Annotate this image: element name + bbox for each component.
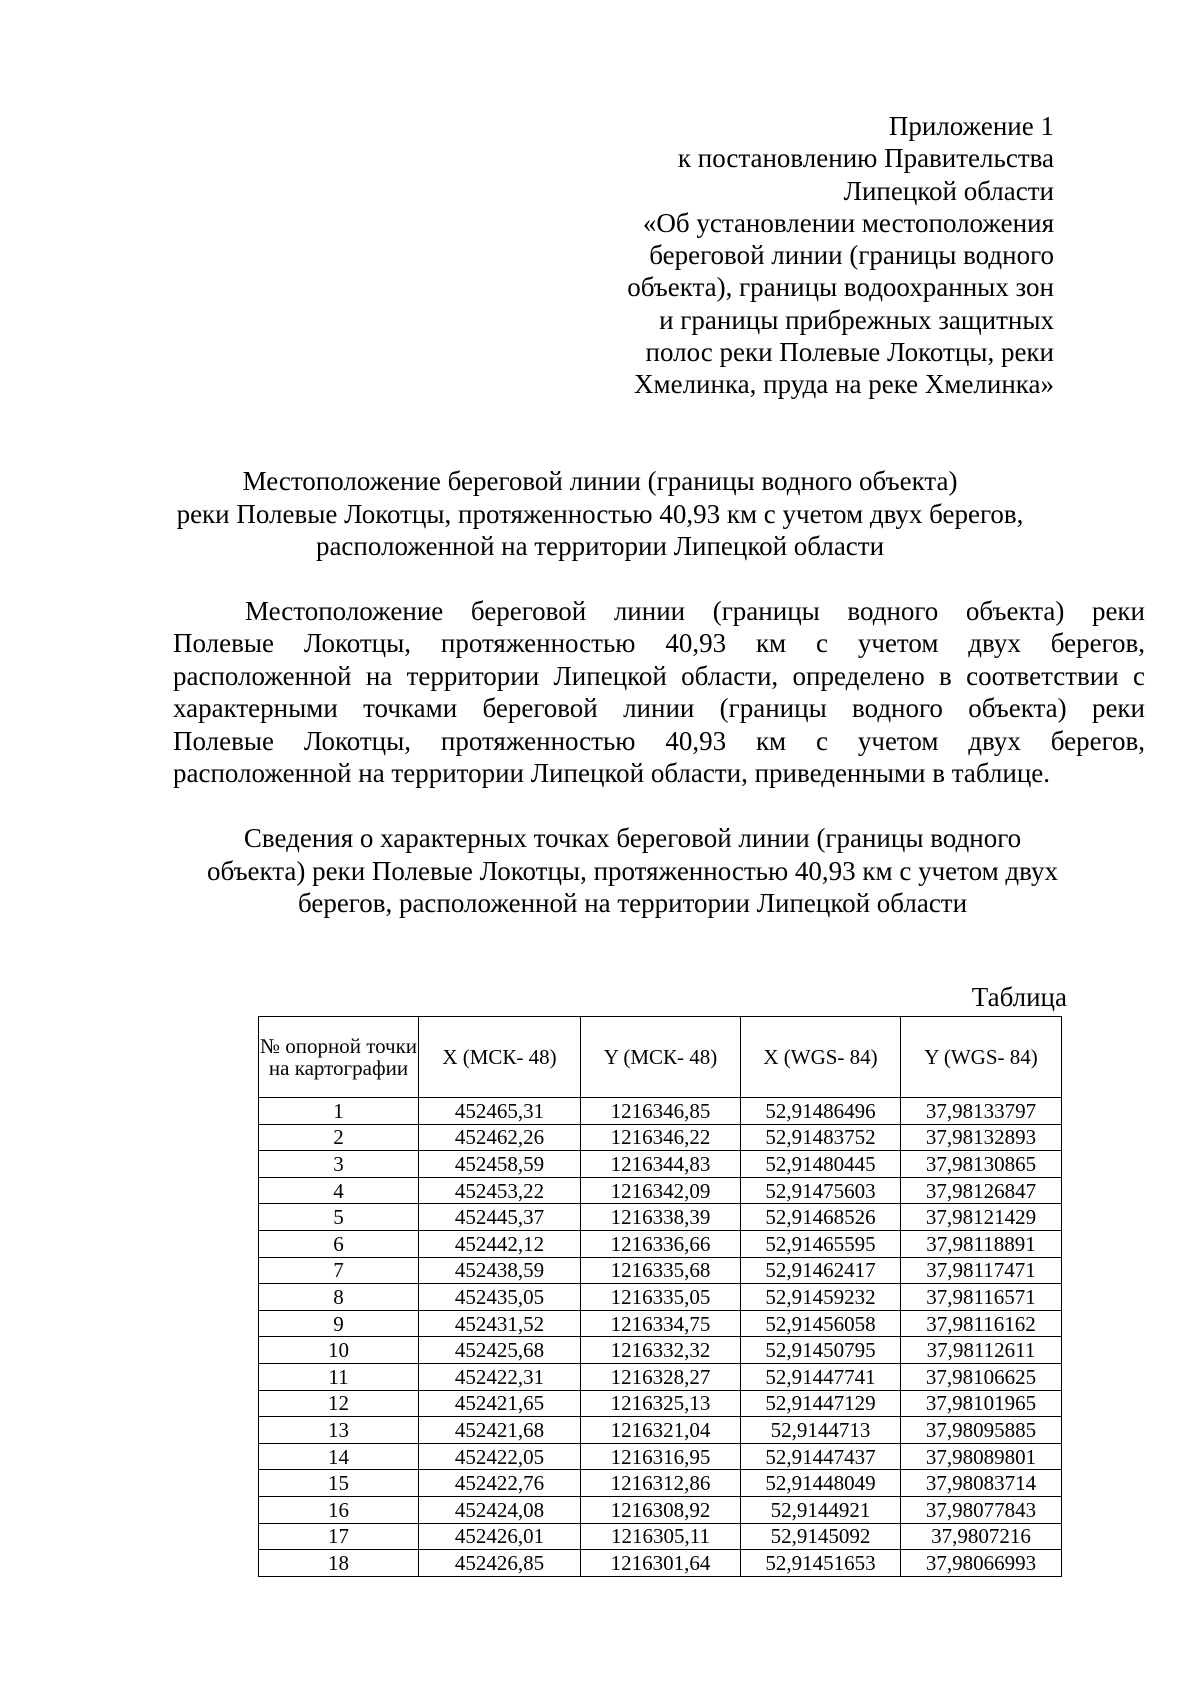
cell-x-msk: 452426,85	[419, 1550, 581, 1577]
cell-x-msk: 452425,68	[419, 1337, 581, 1364]
cell-x-wgs: 52,91462417	[741, 1257, 901, 1284]
document-title	[140, 465, 1060, 563]
cell-y-msk: 1216335,05	[581, 1284, 741, 1311]
table-row	[259, 1443, 1062, 1470]
table-row	[259, 1257, 1062, 1284]
cell-x-wgs: 52,91447129	[741, 1390, 901, 1417]
cell-y-wgs: 37,9807216	[901, 1523, 1062, 1550]
cell-y-msk: 1216342,09	[581, 1177, 741, 1204]
cell-y-wgs: 37,98089801	[901, 1443, 1062, 1470]
title-line: Местоположение береговой линии (границы водного объекта)	[242, 466, 958, 496]
cell-x-msk: 452431,52	[419, 1310, 581, 1337]
cell-y-wgs: 37,98133797	[901, 1098, 1062, 1125]
cell-x-wgs: 52,91475603	[741, 1177, 901, 1204]
body-paragraph	[173, 595, 1145, 789]
table-row	[259, 1230, 1062, 1257]
cell-y-msk: 1216305,11	[581, 1523, 741, 1550]
table-row	[259, 1470, 1062, 1497]
cell-y-wgs: 37,98132893	[901, 1124, 1062, 1151]
cell-y-msk: 1216316,95	[581, 1443, 741, 1470]
paragraph-line: характерными точками береговой линии (границы водного объекта) реки	[173, 693, 1145, 724]
cell-y-wgs: 37,98112611	[901, 1337, 1062, 1364]
table-row	[259, 1310, 1062, 1337]
appendix-line: береговой линии (границы водного	[649, 240, 1054, 271]
table-row	[259, 1151, 1062, 1178]
cell-y-wgs: 37,98116162	[901, 1310, 1062, 1337]
cell-y-wgs: 37,98083714	[901, 1470, 1062, 1497]
appendix-line: «Об установлении местоположения	[642, 207, 1054, 238]
appendix-line: полос реки Полевые Локотцы, реки	[645, 337, 1054, 368]
cell-point-number: 4	[259, 1177, 419, 1204]
cell-x-wgs: 52,91468526	[741, 1204, 901, 1231]
cell-y-msk: 1216332,32	[581, 1337, 741, 1364]
cell-x-msk: 452462,26	[419, 1124, 581, 1151]
cell-x-wgs: 52,91483752	[741, 1124, 901, 1151]
cell-x-msk: 452453,22	[419, 1177, 581, 1204]
cell-y-wgs: 37,98117471	[901, 1257, 1062, 1284]
cell-y-wgs: 37,98130865	[901, 1151, 1062, 1178]
cell-x-wgs: 52,91480445	[741, 1151, 901, 1178]
cell-y-wgs: 37,98116571	[901, 1284, 1062, 1311]
cell-x-wgs: 52,91465595	[741, 1230, 901, 1257]
cell-point-number: 5	[259, 1204, 419, 1231]
cell-x-msk: 452424,08	[419, 1496, 581, 1523]
cell-x-msk: 452458,59	[419, 1151, 581, 1178]
appendix-line: Липецкой области	[843, 175, 1054, 206]
table-row	[259, 1550, 1062, 1577]
appendix-line: Хмелинка, пруда на реке Хмелинка»	[634, 369, 1054, 400]
cell-point-number: 18	[259, 1550, 419, 1577]
cell-x-wgs: 52,9144713	[741, 1417, 901, 1444]
appendix-line: и границы прибрежных защитных	[659, 304, 1054, 335]
cell-y-msk: 1216325,13	[581, 1390, 741, 1417]
cell-point-number: 16	[259, 1496, 419, 1523]
cell-point-number: 17	[259, 1523, 419, 1550]
cell-x-wgs: 52,91451653	[741, 1550, 901, 1577]
caption-line: объекта) реки Полевые Локотцы, протяженностью 40,93 км с учетом двух	[207, 855, 1058, 886]
cell-y-msk: 1216335,68	[581, 1257, 741, 1284]
cell-y-wgs: 37,98126847	[901, 1177, 1062, 1204]
header-x-wgs: X (WGS- 84)	[741, 1017, 901, 1098]
cell-point-number: 1	[259, 1098, 419, 1125]
appendix-line: Приложение 1	[888, 111, 1054, 141]
cell-y-wgs: 37,98121429	[901, 1204, 1062, 1231]
cell-y-wgs: 37,98106625	[901, 1363, 1062, 1390]
cell-point-number: 7	[259, 1257, 419, 1284]
header-x-msk: X (МСК- 48)	[419, 1017, 581, 1098]
caption-line: Сведения о характерных точках береговой линии (границы водного	[243, 823, 1022, 853]
cell-y-wgs: 37,98118891	[901, 1230, 1062, 1257]
table-row	[259, 1496, 1062, 1523]
cell-point-number: 15	[259, 1470, 419, 1497]
header-y-wgs: Y (WGS- 84)	[901, 1017, 1062, 1098]
table-row	[259, 1204, 1062, 1231]
title-line: расположенной на территории Липецкой области	[315, 531, 885, 561]
cell-x-msk: 452421,68	[419, 1417, 581, 1444]
appendix-header	[534, 110, 1054, 401]
table-header-row	[259, 1017, 1062, 1098]
caption-line: берегов, расположенной на территории Липецкой области	[297, 888, 968, 918]
cell-x-msk: 452435,05	[419, 1284, 581, 1311]
coordinates-table	[258, 1016, 1062, 1577]
paragraph-line: расположенной на территории Липецкой области, определено в соответствии с	[173, 660, 1145, 691]
cell-x-msk: 452422,31	[419, 1363, 581, 1390]
table-row	[259, 1390, 1062, 1417]
paragraph-line: расположенной на территории Липецкой области, приведенными в таблице.	[173, 758, 1051, 789]
cell-x-wgs: 52,91447741	[741, 1363, 901, 1390]
cell-point-number: 12	[259, 1390, 419, 1417]
cell-point-number: 13	[259, 1417, 419, 1444]
cell-point-number: 2	[259, 1124, 419, 1151]
table-body	[259, 1098, 1062, 1577]
table-row	[259, 1363, 1062, 1390]
cell-point-number: 6	[259, 1230, 419, 1257]
cell-y-msk: 1216321,04	[581, 1417, 741, 1444]
cell-y-wgs: 37,98095885	[901, 1417, 1062, 1444]
cell-y-msk: 1216301,64	[581, 1550, 741, 1577]
cell-point-number: 11	[259, 1363, 419, 1390]
table-row	[259, 1124, 1062, 1151]
cell-point-number: 8	[259, 1284, 419, 1311]
appendix-line: к постановлению Правительства	[677, 143, 1054, 174]
cell-x-msk: 452465,31	[419, 1098, 581, 1125]
cell-x-msk: 452422,76	[419, 1470, 581, 1497]
cell-y-wgs: 37,98101965	[901, 1390, 1062, 1417]
cell-y-msk: 1216328,27	[581, 1363, 741, 1390]
table-label: Таблица	[971, 982, 1067, 1012]
paragraph-line: Местоположение береговой линии (границы водного объекта) реки	[245, 596, 1145, 626]
cell-x-wgs: 52,91447437	[741, 1443, 901, 1470]
cell-x-msk: 452442,12	[419, 1230, 581, 1257]
table-row	[259, 1417, 1062, 1444]
cell-x-msk: 452426,01	[419, 1523, 581, 1550]
table-row	[259, 1098, 1062, 1125]
cell-y-msk: 1216308,92	[581, 1496, 741, 1523]
cell-x-msk: 452438,59	[419, 1257, 581, 1284]
cell-x-msk: 452421,65	[419, 1390, 581, 1417]
cell-y-msk: 1216346,22	[581, 1124, 741, 1151]
cell-x-wgs: 52,91450795	[741, 1337, 901, 1364]
cell-point-number: 9	[259, 1310, 419, 1337]
cell-x-msk: 452422,05	[419, 1443, 581, 1470]
cell-y-wgs: 37,98066993	[901, 1550, 1062, 1577]
header-y-msk: Y (МСК- 48)	[581, 1017, 741, 1098]
cell-point-number: 14	[259, 1443, 419, 1470]
cell-x-wgs: 52,91486496	[741, 1098, 901, 1125]
table-row	[259, 1284, 1062, 1311]
cell-x-wgs: 52,91459232	[741, 1284, 901, 1311]
cell-y-msk: 1216344,83	[581, 1151, 741, 1178]
header-point-number: № опорной точки на картографии	[259, 1017, 419, 1098]
cell-y-msk: 1216336,66	[581, 1230, 741, 1257]
cell-point-number: 10	[259, 1337, 419, 1364]
table-row	[259, 1523, 1062, 1550]
title-line: реки Полевые Локотцы, протяженностью 40,93 км с учетом двух берегов,	[176, 498, 1024, 529]
table-row	[259, 1337, 1062, 1364]
cell-y-wgs: 37,98077843	[901, 1496, 1062, 1523]
table-row	[259, 1177, 1062, 1204]
paragraph-line: Полевые Локотцы, протяженностью 40,93 км с учетом двух берегов,	[173, 628, 1145, 659]
table-caption	[180, 822, 1085, 920]
cell-point-number: 3	[259, 1151, 419, 1178]
paragraph-line: Полевые Локотцы, протяженностью 40,93 км с учетом двух берегов,	[173, 725, 1145, 756]
cell-x-msk: 452445,37	[419, 1204, 581, 1231]
cell-y-msk: 1216312,86	[581, 1470, 741, 1497]
cell-y-msk: 1216346,85	[581, 1098, 741, 1125]
cell-x-wgs: 52,91448049	[741, 1470, 901, 1497]
cell-y-msk: 1216338,39	[581, 1204, 741, 1231]
cell-x-wgs: 52,91456058	[741, 1310, 901, 1337]
cell-y-msk: 1216334,75	[581, 1310, 741, 1337]
cell-x-wgs: 52,9145092	[741, 1523, 901, 1550]
cell-x-wgs: 52,9144921	[741, 1496, 901, 1523]
appendix-line: объекта), границы водоохранных зон	[627, 272, 1054, 303]
